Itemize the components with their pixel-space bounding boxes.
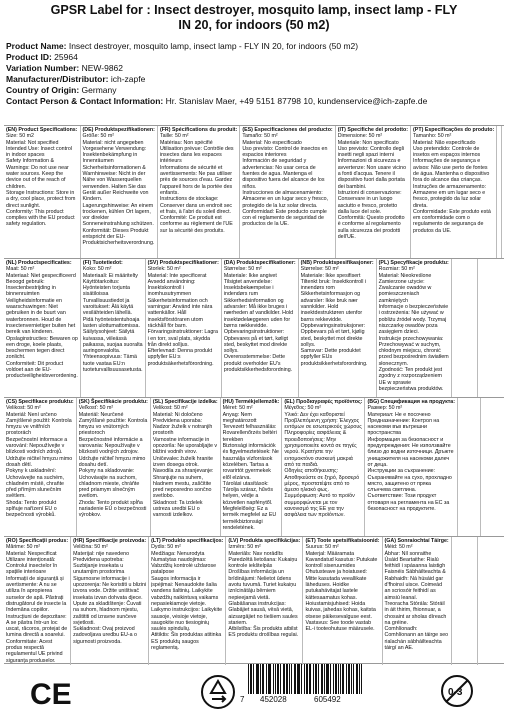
barcode-bar [299,664,300,694]
info-label: Variation Number: [6,63,80,73]
spec-text: Tamanho: 50 m² Material: Não especificado Uso pretendido: Controle de insetos em espaços internos Informações de segurança e avisos: Não use perto de fontes de água. Mantenha o dispositivo fora do alcance das crianças. Instruções de armazenamento: Armazene em um lugar seco e fresco, protegido da luz solar direta. Conformidade: Este produto está em conformidade com o regulamento de segurança de produtos da UE. [413,133,491,234]
barcode-bars [248,664,362,694]
spec-text: Dimensione: 50 m² Materiale: Non specificato Uso previsto: Controllo degli insetti negli spazi interni Informazioni di sicurezza e avvertenze: Non usare vicino a fonti d'acqua. Tenere il dispositivo fuori dalla portata dei bambini. Istruzioni di conservazione: Conservare in un luogo asciutto e fresco, protetto dalla luce del sole. Conformità: Questo prodotto è conforme al regolamento sulla sicurezza dei prodotti dell'UE. [337,133,407,241]
label-footer [0,664,508,720]
spec-cell-ro [4,537,71,665]
barcode-bar [310,664,311,694]
barcode-bar [291,664,292,694]
barcode-bar [307,664,308,694]
info-label: Product ID: [6,52,52,62]
barcode-bar [351,664,352,694]
barcode-bar [306,664,307,694]
barcode-bar [356,664,357,694]
spec-text: Méid: 50 m² Ábhar: Níl sonraithe Úsáid Beartaithe: Rialú feithidí i spásanna laistigh Faisnéis Sábháilteachta & Rabhaidh: Ná húsáid gar d'fhoinsí uisce. Coimeád an scriosóir feithidí as aimsiú leanaí. Treoracha Stórála: Stóráil in áit thirim, fhionnuar, a chosaint ar sholas díreach na gréine. Comhlíonadh: Comhlíonann an táirge seo rialachán sábháilteachta táirgí an AE. [384,544,449,652]
info-value: ich-zapfe [108,74,146,84]
info-label: Country of Origin: [6,85,80,95]
spec-text: Koko: 50 m² Materiaali: Ei määritelty Käyttötarkoitus: Hyönteisten torjunta sisätiloissa Turvallisuustiedot ja varoitukset: Älä käytä vesilähteiden lähellä. Pidä hyönteistentuhoaja lasten ulottumattomissa. Säilytysohjeet: Säilytä kuivassa, viileässä paikassa, suojaa suoralta auringonvalolta. Yhteensopivuus: Tämä tuote vastaa EU:n tuoteturvallisuusasetusta. [82,266,143,374]
ce-mark-text: CE [30,678,72,711]
spec-text: Mărime: 50 m² Material: Nespecificat Utilizare intenționată: Controlul insectelor în spațiile interioare Informații de siguranță și avertismente: A nu se utiliza în apropierea surselor de apă. Păstrați distrugătorul de insecte la îndemâna copiilor. Instrucțiuni de depozitare: A se păstra într-un loc uscat, răcoros, protejat de lumina directă a soarelui. Conformitate: Acest produs respectă regulamentul UE privind siguranța produselor. [6,544,68,664]
spec-heading: (LV) Produkta specifikācijas: [228,538,301,544]
spec-heading: (HU) Termékjellemzők: [222,399,280,405]
spec-heading: (PL) Specyfikacje produktu: [378,260,449,266]
spec-heading: (CS) Specifikace produktu: [6,399,74,405]
spec-heading: (SV) Produktspecifikationer: [147,260,219,266]
spec-band-3 [4,397,504,537]
spec-cell-de [81,126,158,258]
info-row-product-id [6,52,506,63]
barcode-bar [266,664,267,694]
barcode-bar [286,664,287,694]
barcode-bar [346,664,347,694]
spec-cell-bg [365,398,458,536]
product-info [6,41,506,107]
barcode-bar [253,664,254,694]
barcode-bar [278,664,279,694]
spec-text: Størrelse: 50 m² Materiale: Ikke spesifisert Tiltenkt bruk: Insektkontroll i innendørs rom Sikkerhetsinformasjon og advarsler: Ikke bruk nær vannkilder. Hold insektdestruktøren utenfor barns rekkevidde. Oppbevaringsinstruksjoner: Oppbevars på et tørt, kjølig sted, beskyttet mot direkte sollys. Samsvar: Dette produktet oppfyller EUs produktsikkerhetsforordning. [300,266,368,367]
spec-heading: (PT) Especificações do produto: [413,127,495,133]
spec-heading: (SK) Špecifikácie produktu: [78,399,148,405]
barcode-bar [327,664,328,694]
spec-cell-el [282,398,365,536]
barcode-bar [280,664,281,694]
spec-cell-nb [299,259,377,397]
ce-mark-icon [30,676,72,711]
barcode-bar [262,664,263,694]
spec-cell-pt [411,126,497,258]
barcode-bar [294,664,295,694]
spec-text: Veľkosť: 50 m² Materiál: Neurčené Zamýšľané použitie: Kontrola hmyzu vo vnútorných priestoroch Bezpečnostné informácie a varovania: Nepoužívajte v blízkosti vodných zdrojov. Udržujte ničiteľ hmyzu mimo dosahu detí. Pokyny na skladovanie: Uchovávajte na suchom, chladnom mieste, chráňte pred priamym slnečným svetlom. Zhoda: Tento produkt spĺňa nariadenie EÚ o bezpečnosti výrobkov. [78,405,148,519]
barcode-bar [328,664,329,694]
spec-text: Velikost: 50 m² Materiál: Není určeno Zamýšlené použití: Kontrola hmyzu ve vnitřních prostorách Bezpečnostní informace a varování: Nepoužívejte v blízkosti vodních zdrojů. Udržujte ničitel hmyzu mimo dosah dětí. Pokyny k uskladnění: Uchovávejte na suchém, chladném místě, chraňte před přímým slunečním světlem. Shoda: Tento produkt splňuje nařízení EU o bezpečnosti výrobků. [6,405,73,519]
barcode-bar [287,664,288,694]
spec-cell-es [240,126,335,258]
age-warning-icon [440,674,474,708]
barcode-bar [336,664,337,694]
spec-cell-lv [226,537,303,665]
barcode-bar [338,664,339,694]
info-value: Insect destroyer, mosquito lamp, insect lamp - FLY IN 20, for indoors (50 m2) [66,41,359,51]
spec-cell-fi [81,259,146,397]
spec-heading: (FR) Spécifications du produit: [159,127,238,133]
info-value: Hr. Stanislav Maer, +49 5151 87798 10, kundenservice@ich-zapfe.de [163,96,428,106]
info-value: Germany [79,85,117,95]
spec-cell-sk [77,398,151,536]
barcode-bar [349,664,350,694]
spec-heading: (DE) Produktspezifikationen: [82,127,155,133]
spec-text: Размер: 50 m² Материал: Не е посочено Предназначение: Контрол на насекоми във вътрешни пространства Информация за безопасност и предупреждения: Не използвайте близо до водни източници. Дръжте унищожителя на насекоми далеч от деца. Инструкции за съхранение: Съхранявайте на сухо, прохладно място, защитено от пряка слънчева светлина. Съответствие: Този продукт отговаря на регламента на ЕС за безопасност на продуктите. [367,405,454,513]
spec-cell-sl [151,398,221,536]
barcode-bar [321,664,322,694]
barcode-left-digits: 452028 [260,695,287,704]
label-title: GPSR Label for : Insect destroyer, mosquito lamp, insect lamp - FLY IN 20, for indoors (50 m2) [50,3,458,32]
spec-heading: (LT) Produkto specifikacijos: [151,538,224,544]
barcode-bar [324,664,325,694]
spec-band-2 [4,258,504,398]
spec-text: Méret: 50 m² Anyag: Nem meghatározott Tervezett felhasználás: Rovarellenőrzés beltéri terekben Biztonsági információk és figyelmeztetések: Ne használja vízforrások közelében. Tartsa a rovarirtót gyermekek elől elzárva. Tárolási utasítások: Tárolja száraz, hűvös helyen, védje a közvetlen napfénytől. Megfelelőség: Ez a termék megfelel az EU termékbiztonsági rendeletének. [222,405,279,531]
spec-text: Size: 50 m2 Material: Not specified Intended Use: Insect control in indoor spaces Safety Information & Warnings: Do not use near water sources. Keep the device out of the reach of children. Storage Instructions: Store in a dry, cool place, protect from direct sunlight. Conformity: This product complies with the EU product safety regulation. [6,133,76,228]
barcode-bar [361,664,362,694]
spec-heading: (HR) Specifikacije proizvoda: [73,538,147,544]
spec-cell-lt [149,537,226,665]
barcode-bar [340,664,341,694]
spec-text: Størrelse: 50 m² Materiale: Ikke angivet Tilsigtet anvendelse: Insektsbekæmpelse i indendørs rum Sikkerhedsinformation og advarsler: Må ikke bruges i nærheden af vandkilder. Hold insektødelæggeren uden for børns rækkevidde. Opbevaringsinstruktioner: Opbevares på et tørt, køligt sted, beskyttet mod direkte sollys. Overensstemmelse: Dette produkt overholder EU's produktsikkerhedsforordning. [223,266,294,374]
spec-cell-empty [478,259,504,397]
barcode-bar [357,664,358,694]
barcode-bar [353,664,354,694]
spec-text: Μέγεθος: 50 m² Υλικό: Δεν έχει καθοριστεί Προβλεπόμενη χρήση: Έλεγχος εντόμων σε εσωτερικούς χώρους Πληροφορίες ασφάλειας & προειδοποιήσεις: Μην χρησιμοποιείτε κοντά σε πηγές νερού. Κρατήστε την εντομοκτόνο συσκευή μακριά από τα παιδιά. Οδηγίες αποθήκευσης: Αποθηκεύστε σε ξηρό, δροσερό μέρος, προστατέψτε από το άμεσο ηλιακό φως. Συμμόρφωση: Αυτό το προϊόν συμμορφώνεται με τον κανονισμό της ΕΕ για την ασφάλεια των προϊόντων. [284,405,362,519]
spec-text: Storlek: 50 m² Material: Inte specificerat Avsedd användning: Insektskontroll i inomhusutrymmen Säkerhetsinformation och varningar: Använd inte nära vattenkällor. Håll insektsförstöraren utom räckhåll för barn. Förvaringsinstruktioner: Lagra i en torr, sval plats, skydda från direkt solljus. Efterlevnad: Denna produkt uppfyller EU:s produktsäkerhetsförordning. [147,266,218,367]
spec-band-4 [4,536,504,664]
spec-heading: (BG) Спецификация на продукта: [367,399,456,405]
barcode-bar [342,664,343,694]
barcode-bar [309,664,310,694]
barcode-lead-digit: 7 [240,695,245,704]
barcode-bar [330,664,331,694]
recycle-icon [200,674,236,710]
spec-heading: (FI) Tuotetiedot: [82,260,123,266]
spec-heading: (IT) Specifiche del prodotto: [337,127,409,133]
barcode-bar [335,664,336,694]
spec-text: Taille: 50 m² Matériau: Non spécifié Utilisation prévue: Contrôle des insectes dans les espaces intérieurs Informations de sécurité et avertissements: Ne pas utiliser près de sources d'eau. Gardez l'appareil hors de la portée des enfants. Instructions de stockage: Conserver dans un endroit sec et frais, à l'abri du soleil direct. Conformité: Ce produit est conforme au règlement de l'UE sur la sécurité des produits. [159,133,234,234]
spec-text: Veličina: 50 m² Materijal: nije navedeno Predviđena upotreba: Suzbijanje insekata u unutarnjim prostorima Sigurnosne informacije i upozorenja: Ne koristiti u blizini izvora vode. Držite uništivač insekata izvan dohvata djece. Upute za skladištenje: Čuvati na suhom, hladnom mjestu, zaštititi od izravne sunčeve svjetlosti. Sukladnost: Ovaj proizvod zadovoljava uredbu EU-a o sigurnosti proizvoda. [73,544,147,645]
barcode-bar [295,664,296,694]
spec-cell-empty [452,537,478,665]
barcode-bar [333,664,334,694]
spec-cell-pl [377,259,452,397]
spec-text: Izmērs: 50 m² Materiāls: Nav norādīts Paredzētā lietošana: Kukaiņu kontrole iekštelpās Drošības informācija un brīdinājumi: Nelietot ūdens avotu tuvumā. Turiet kukaiņu iznīcinātāju bērniem nepieejamā vietā. Glabāšanas instrukcijas: Glabājiet sausā, vēsā vietā, aizsargājiet no tiešiem saules stariem. Atbilstība: Šis produkts atbilst ES produktu drošības regulai. [228,544,299,639]
barcode-bar [359,664,360,694]
spec-cell-sv [146,259,222,397]
barcode-bar [289,664,290,694]
spec-text: Velikost: 50 m² Material: Ni določeno Predvidena uporaba: Nadzor žuželk v notranjih prostorih Varnostne informacije in opozorila: Ne uporabljajte v bližini vodnih virov. Uničevalec žuželk hranite izven dosega otrok. Navodila za shranjevanje: Shranjujte na suhem, hladnem mestu, zaščitite pred neposredno sončno svetlobo. Skladnost: Ta izdelek ustreza uredbi EU o varnosti izdelkov. [152,405,218,519]
barcode-right-digits: 605492 [314,695,341,704]
info-row-origin [6,85,506,96]
spec-cell-hu [221,398,283,536]
barcode-bar [301,664,302,694]
barcode-bar [268,664,269,694]
barcode-bar [273,664,274,694]
spec-cell-fr [158,126,240,258]
barcode-bar [297,664,298,694]
spec-text: Rozmiar: 50 m² Materiał: Nieokreślone Zamierzone użycie: Zwalczanie owadów w pomieszczeniach zamkniętych Informacje o bezpieczeństwie i ostrzeżenia: Nie używać w pobliżu źródeł wody. Trzymaj niszczarkę owadów poza zasięgiem dzieci. Instrukcje przechowywania: Przechowywać w suchym, chłodnym miejscu, chronić przed bezpośrednim światłem słonecznym. Zgodność: Ten produkt jest zgodny z rozporządzeniem UE w sprawie bezpieczeństwa produktów. [378,266,449,392]
barcode-bar [348,664,349,694]
spec-text: Suurus: 50 m² Materjal: Määramata Kavandatud kasutus: Putukate kontroll siseruumides Ohutusteave ja hoiatused: Mitte kasutada veeallikate läheduses. Hoidke putukahävitajat lastele kättesaamatus kohas. Hoiustamisjuhised: Hoida kuivas, jahedas kohas, kaitsta otsese päikesevalguse eest. Vastavus: See toode vastab EL-i tooteohutuse määrusele. [305,544,378,633]
barcode-bar [258,664,259,694]
info-label: Manufacturer/Distributor: [6,74,109,84]
spec-cell-hr [71,537,149,665]
barcode-bar [248,664,249,694]
barcode-bar [315,664,316,694]
barcode-bar [298,664,299,694]
barcode-bar [270,664,271,694]
info-value: 25964 [51,52,78,62]
barcode-bar [284,664,285,694]
spec-text: Größe: 50 m² Material: nicht angegeben Vorgesehene Verwendung: Insektenbekämpfung in Innenräumen Sicherheitsinformationen & Warnhinweise: Nicht in der Nähe von Wasserquellen verwenden. Halten Sie das Gerät außer Reichweite von Kindern. Lagerungshinweise: An einem trockenen, kühlen Ort lagern, vor direkter Sonneneinstrahlung schützen. Konformität: Dieses Produkt entspricht der EU-Produktsicherheitsverordnung. [82,133,155,247]
barcode-bar [304,664,305,694]
spec-heading: (SL) Specifikacije izdelka: [152,399,218,405]
spec-cell-empty [458,398,481,536]
spec-cell-et [303,537,382,665]
barcode-bar [269,664,270,694]
info-row-manufacturer [6,74,506,85]
spec-cell-empty [452,259,478,397]
info-row-variation [6,63,506,74]
barcode-bar [263,664,264,694]
spec-heading: (NL) Productspecificaties: [6,260,72,266]
spec-text: Dydis: 50 m² Medžiaga: Nenurodyta Numatytas naudojimas: Vabzdžių kontrolė uždarose patalpose Saugos informacija ir įspėjimai: Nenaudokite šalia vandens šaltinių. Laikykite vabzdžių naikintuvą vaikams nepasiekiamoje vietoje. Laikymo instrukcijos: Laikykite sausoje, vėsioje vietoje, saugokite nuo tiesioginių saulės spindulių. Atitiktis: Šis produktas atitinka ES produktų saugos reglamentą. [151,544,223,652]
barcode-bar [250,664,251,694]
spec-heading: (RO) Specificații produs: [6,538,69,544]
spec-heading: (EL) Προδιαγραφές προϊόντος: [284,399,363,405]
spec-band-1 [4,125,504,259]
spec-cell-nl [4,259,81,397]
barcode-bar [318,664,319,694]
barcode-bar [277,664,278,694]
spec-cell-ga [383,537,452,665]
spec-cell-empty [502,126,506,258]
barcode-bar [283,664,284,694]
spec-heading: (ES) Especificaciones del producto: [242,127,333,133]
barcode-bar [256,664,257,694]
spec-heading: (NB) Produktspesifikasjoner: [300,260,374,266]
barcode-bar [322,664,323,694]
barcode-bar [343,664,344,694]
info-label: Contact Person & Contact Information: [6,96,164,106]
age-warning-text: 0-3 [448,687,463,698]
spec-cell-it [336,126,411,258]
spec-cell-empty [478,537,504,665]
info-label: Product Name: [6,41,67,51]
spec-heading: (ET) Toote spetsifikatsioonid: [305,538,380,544]
spec-cell-empty [481,398,504,536]
barcode-bar [316,664,317,694]
barcode-icon [238,664,368,704]
info-row-contact [6,96,506,107]
spec-text: Tamaño: 50 m² Material: No especificado Uso previsto: Control de insectos en espacios interiores Información de seguridad y advertencias: No usar cerca de fuentes de agua. Mantenga el dispositivo fuera del alcance de los niños. Instrucciones de almacenamiento: Almacene en un lugar seco y fresco, protegido de la luz solar directa. Conformidad: Este producto cumple con el reglamento de seguridad de productos de la UE. [242,133,329,228]
spec-heading: (EN) Product Specifications: [6,127,78,133]
info-value: NEW-9862 [79,63,123,73]
info-row-product-name [6,41,506,52]
spec-cell-cs [4,398,77,536]
barcode-bar [251,664,252,694]
spec-heading: (GA) Sonraíochtaí Táirge: [384,538,449,544]
barcode-bar [313,664,314,694]
spec-text: Maat: 50 m² Materiaal: Niet gespecificeerd Beoogd gebruik: Insectenbestrijding in binnenruimten Veiligheidsinformatie en waarschuwingen: Niet gebruiken in de buurt van waterbronnen. Houd de insectenvernietiger buiten het bereik van kinderen. Opslaginstructies: Bewaren op een droge, koele plaats, beschermen tegen direct zonlicht. Conformiteit: Dit product voldoet aan de EU-productveiligheidsverordening. [6,266,78,380]
barcode-bar [260,664,261,694]
barcode-bar [257,664,258,694]
barcode-bar [326,664,327,694]
barcode-bar [275,664,276,694]
spec-heading: (DA) Produktspecifikationer: [223,260,296,266]
spec-cell-da [222,259,299,397]
spec-cell-en [4,126,81,258]
